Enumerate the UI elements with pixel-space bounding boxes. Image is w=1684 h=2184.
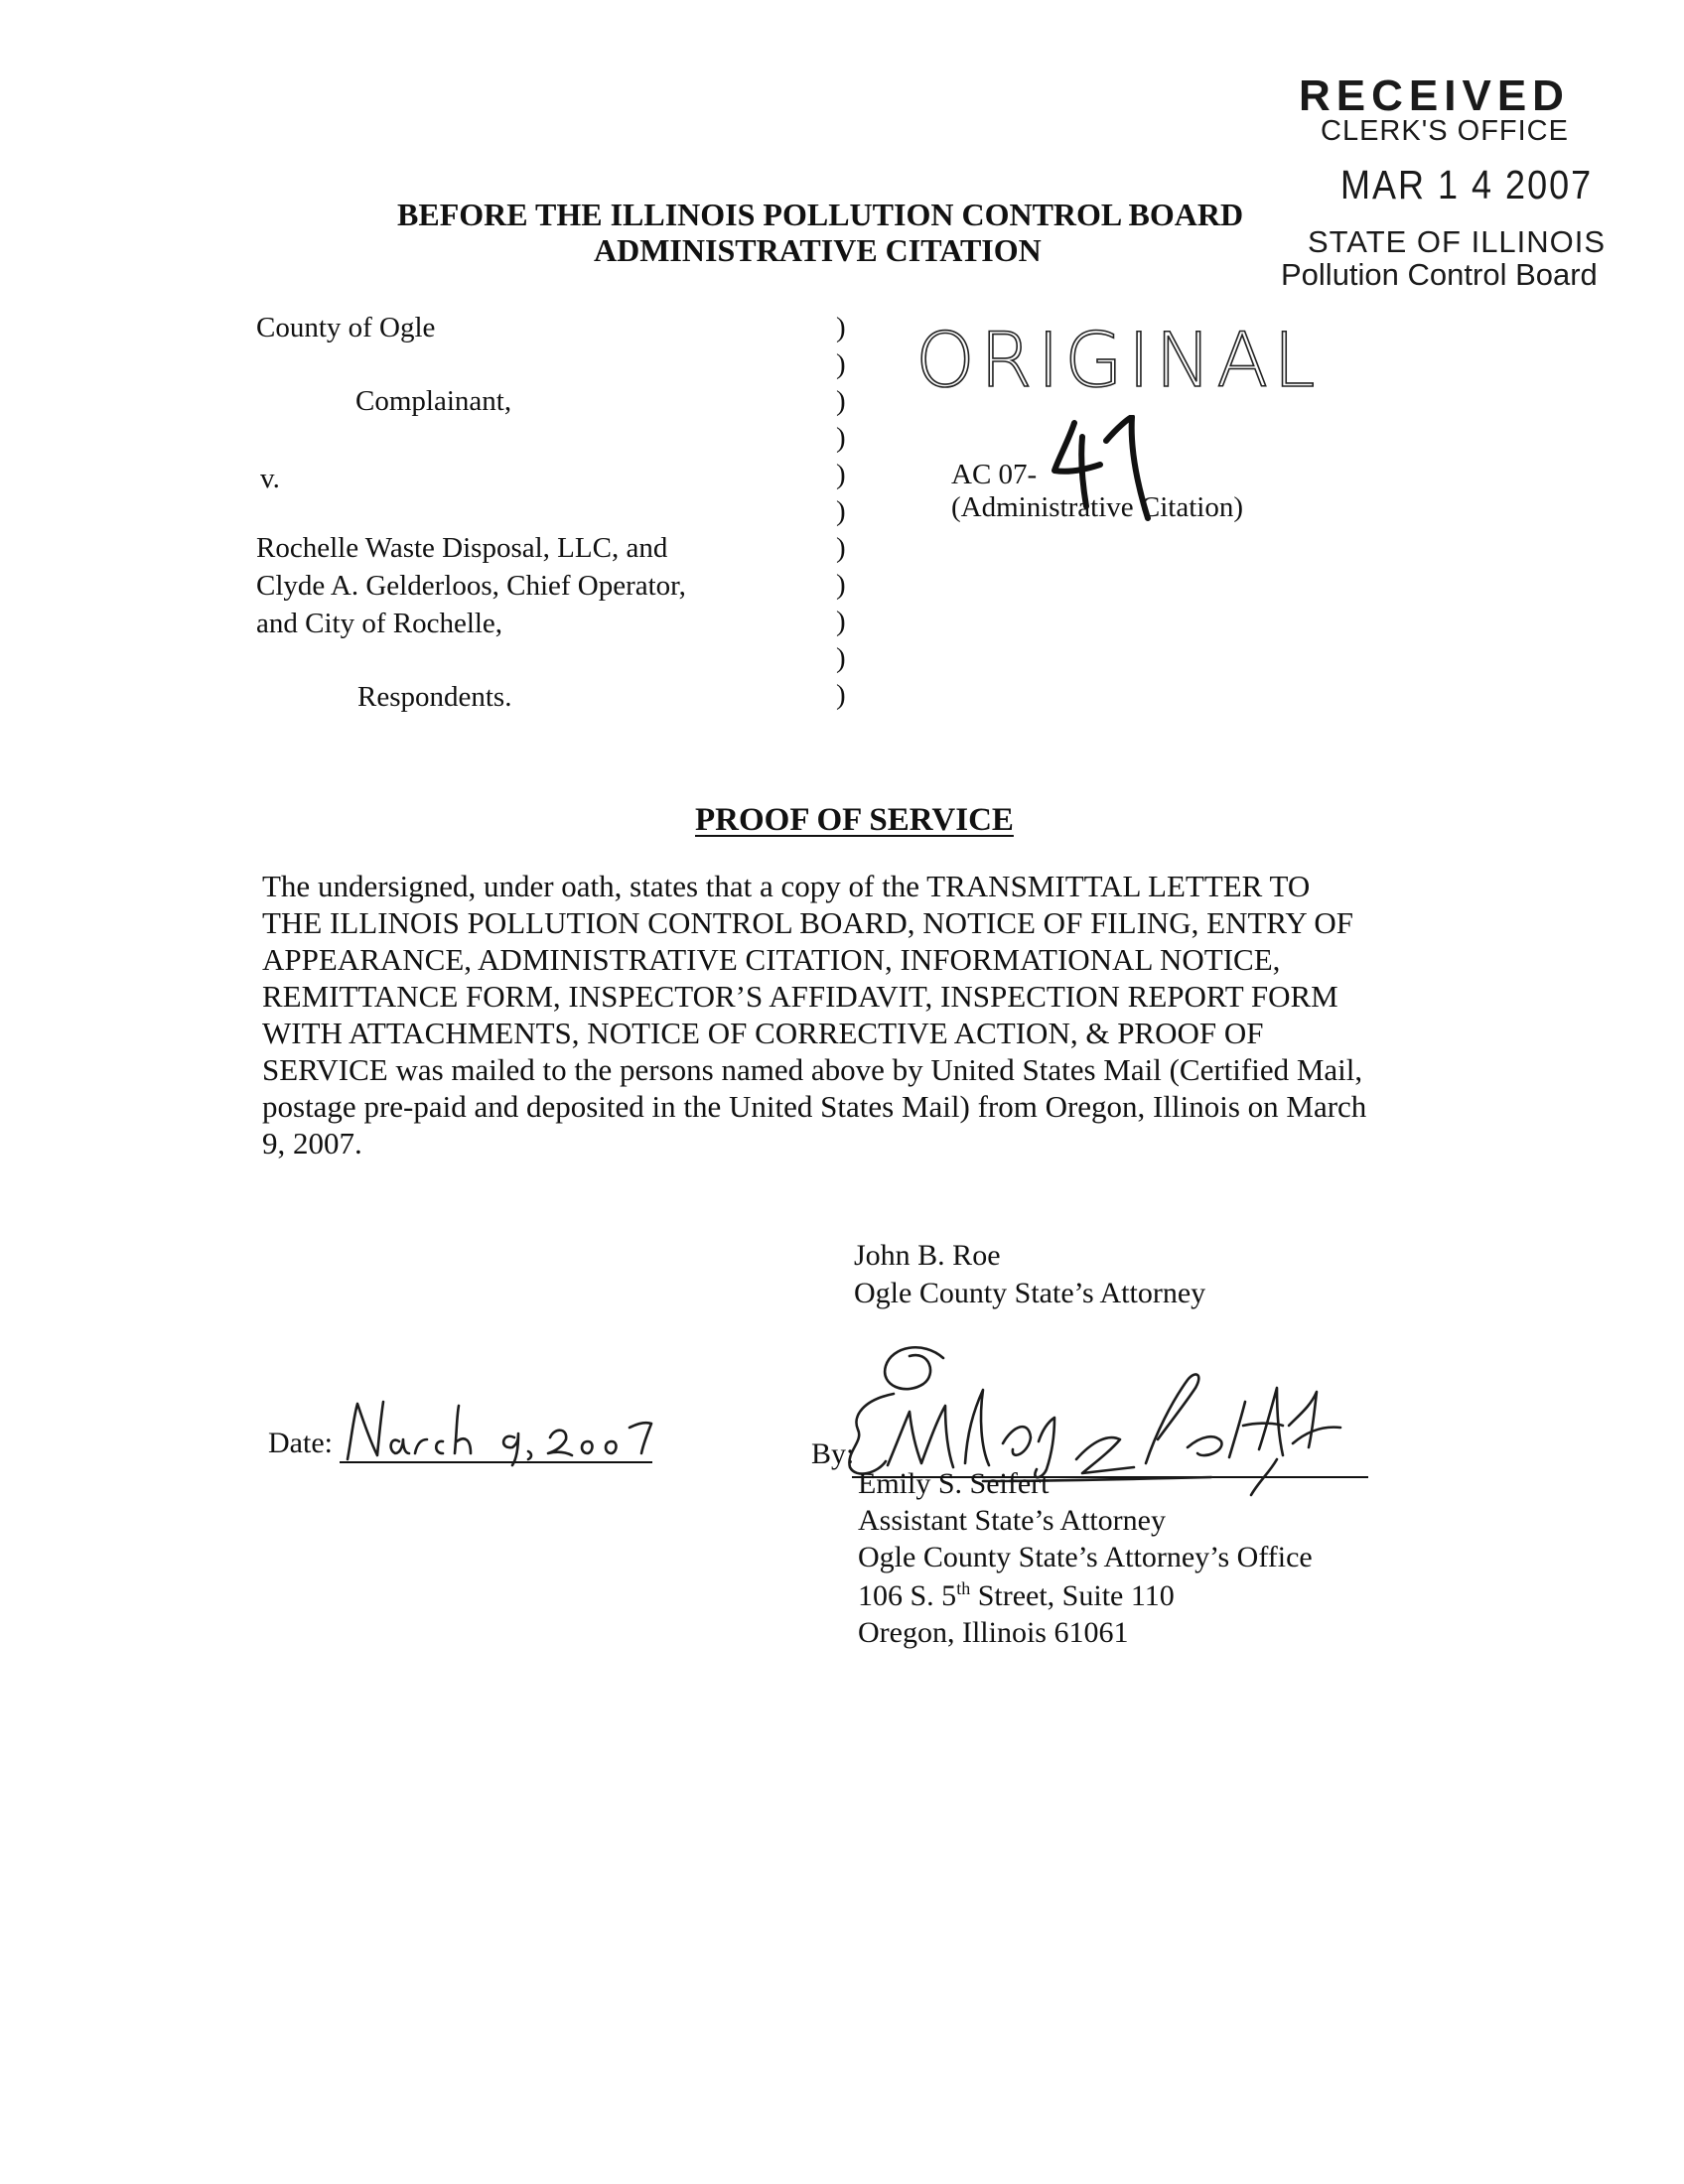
received-stamp-office: CLERK'S OFFICE <box>1321 115 1569 147</box>
case-type: (Administrative Citation) <box>951 491 1243 523</box>
body-line: The undersigned, under oath, states that a copy of the TRANSMITTAL LETTER TO <box>262 869 1311 903</box>
received-stamp-state: STATE OF ILLINOIS <box>1308 224 1607 259</box>
document-subheading: ADMINISTRATIVE CITATION <box>594 232 1042 268</box>
street-suffix: Street, Suite 110 <box>970 1579 1175 1612</box>
office-city: Oregon, Illinois 61061 <box>858 1616 1129 1649</box>
body-line: REMITTANCE FORM, INSPECTOR’S AFFIDAVIT, INSPECTION REPORT FORM <box>262 979 1338 1014</box>
caption-paren: ) <box>836 385 846 417</box>
respondent-line: and City of Rochelle, <box>256 608 503 639</box>
caption-paren: ) <box>836 642 846 674</box>
proof-of-service-title: PROOF OF SERVICE <box>695 802 1014 838</box>
signer-title: Assistant State’s Attorney <box>858 1504 1166 1537</box>
caption-paren: ) <box>836 495 846 527</box>
caption-paren: ) <box>836 569 846 601</box>
caption-paren: ) <box>836 606 846 637</box>
by-label: By: <box>811 1437 855 1470</box>
body-line: THE ILLINOIS POLLUTION CONTROL BOARD, NOTICE OF FILING, ENTRY OF <box>262 905 1354 940</box>
office-street <box>858 1578 1175 1613</box>
respondent-line: Clyde A. Gelderloos, Chief Operator, <box>256 570 686 602</box>
complainant-role: Complainant, <box>355 385 512 417</box>
caption-paren: ) <box>836 422 846 454</box>
original-stamp: ORIGINAL <box>915 316 1321 404</box>
caption-paren: ) <box>836 532 846 564</box>
received-stamp-label: RECEIVED <box>1299 71 1570 120</box>
caption-paren: ) <box>836 679 846 711</box>
document-heading: BEFORE THE ILLINOIS POLLUTION CONTROL BOARD <box>397 197 1244 232</box>
attorney-name: John B. Roe <box>854 1239 1001 1272</box>
attorney-title: Ogle County State’s Attorney <box>854 1277 1206 1309</box>
date-label: Date: <box>268 1427 333 1459</box>
office-name: Ogle County State’s Attorney’s Office <box>858 1541 1313 1573</box>
caption-parentheses <box>836 310 856 714</box>
case-number-prefix: AC 07- <box>951 459 1038 490</box>
body-line: postage pre-paid and deposited in the United States Mail) from Oregon, Illinois on March <box>262 1089 1367 1124</box>
respondent-line: Rochelle Waste Disposal, LLC, and <box>256 532 668 564</box>
respondent-role: Respondents. <box>357 681 512 713</box>
versus-label: v. <box>260 463 280 494</box>
body-line: 9, 2007. <box>262 1126 362 1160</box>
caption-paren: ) <box>836 459 846 490</box>
street-prefix: 106 S. 5 <box>858 1579 957 1612</box>
complainant-name: County of Ogle <box>256 312 436 343</box>
signer-name: Emily S. Seifert <box>858 1467 1050 1500</box>
body-line: APPEARANCE, ADMINISTRATIVE CITATION, INFORMATIONAL NOTICE, <box>262 942 1281 977</box>
caption-paren: ) <box>836 312 846 343</box>
body-line: SERVICE was mailed to the persons named above by United States Mail (Certified Mail, <box>262 1052 1363 1087</box>
street-ordinal: th <box>956 1578 971 1598</box>
proof-of-service-body <box>262 868 1454 1161</box>
received-stamp-date: MAR 1 4 2007 <box>1340 162 1594 207</box>
body-line: WITH ATTACHMENTS, NOTICE OF CORRECTIVE ACTION, & PROOF OF <box>262 1016 1264 1050</box>
received-stamp-board: Pollution Control Board <box>1281 257 1598 292</box>
handwritten-date <box>344 1398 661 1467</box>
caption-paren: ) <box>836 348 846 380</box>
